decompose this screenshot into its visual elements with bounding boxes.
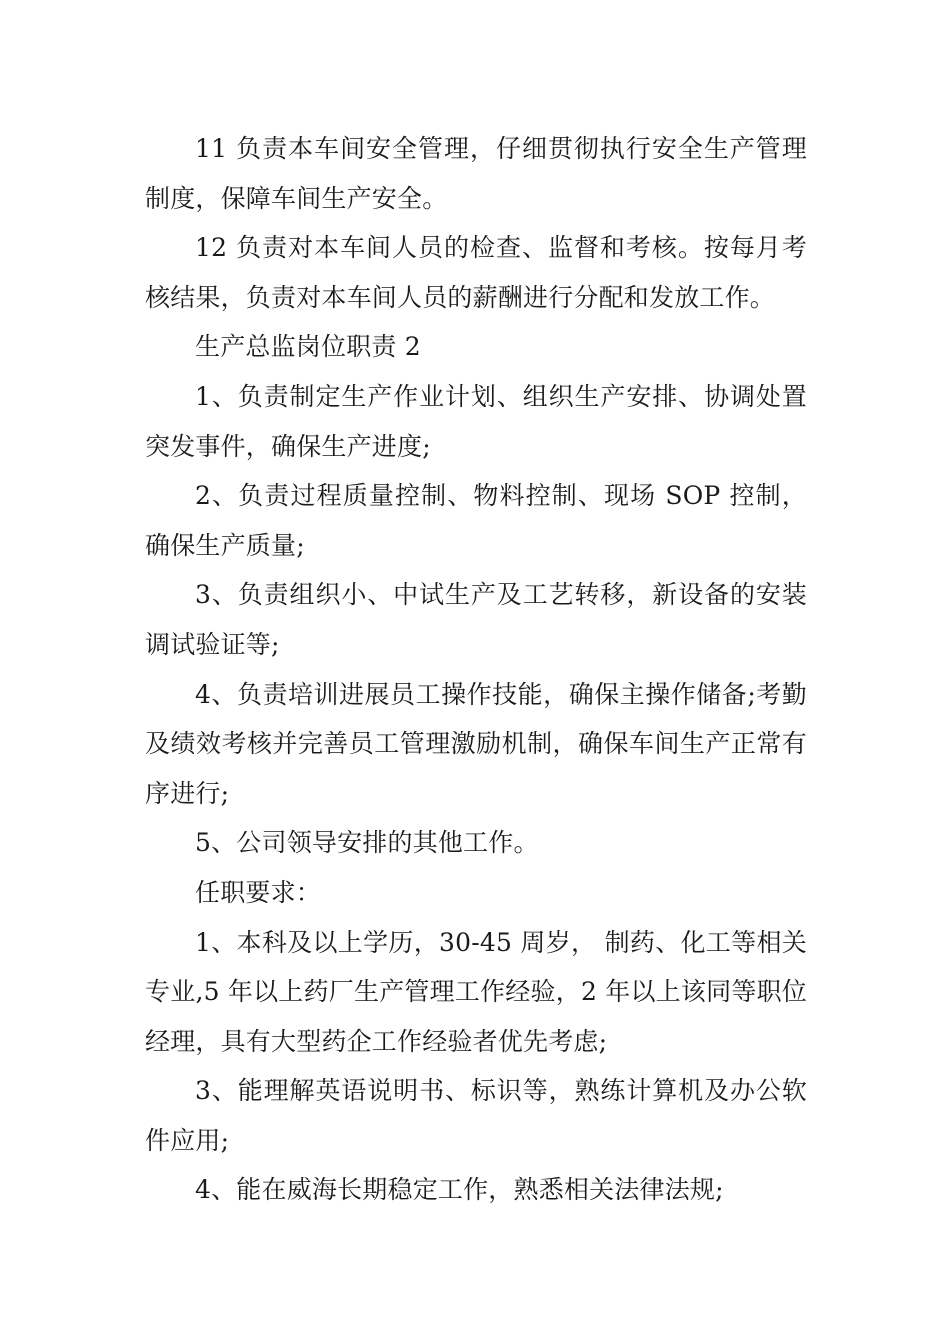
duty-item-5: 5、公司领导安排的其他工作。 [195,828,539,858]
requirement-item-1: 1、本科及以上学历，30-45 周岁， 制药、化工等相关专业,5 年以上药厂生产管理工作经验，2 年以上该同等职位经理，具有大型药企工作经验者优先考虑; [145,927,807,1056]
requirements-heading: 任职要求： [195,877,322,907]
paragraph-item-12: 12 负责对本车间人员的检查、监督和考核。按每月考核结果，负责对本车间人员的薪酬进行分配和发放工作。 [145,233,807,312]
paragraph-item-11: 11 负责本车间安全管理，仔细贯彻执行安全生产管理制度，保障车间生产安全。 [145,134,807,213]
duty-item-1: 1、负责制定生产作业计划、组织生产安排、协调处置突发事件，确保生产进度; [145,381,807,461]
requirement-item-3: 3、能理解英语说明书、标识等，熟练计算机及办公软件应用; [145,1076,807,1155]
document-body [145,124,807,1215]
duty-item-4: 4、负责培训进展员工操作技能，确保主操作储备;考勤及绩效考核并完善员工管理激励机制，确保车间生产正常有序进行; [145,679,807,808]
requirement-item-4: 4、能在威海长期稳定工作，熟悉相关法律法规; [195,1175,724,1205]
duty-item-3: 3、负责组织小、中试生产及工艺转移，新设备的安装调试验证等; [145,580,807,659]
section-heading: 生产总监岗位职责 2 [195,332,421,362]
duty-item-2: 2、负责过程质量控制、物料控制、现场 SOP 控制，确保生产质量; [145,481,807,560]
